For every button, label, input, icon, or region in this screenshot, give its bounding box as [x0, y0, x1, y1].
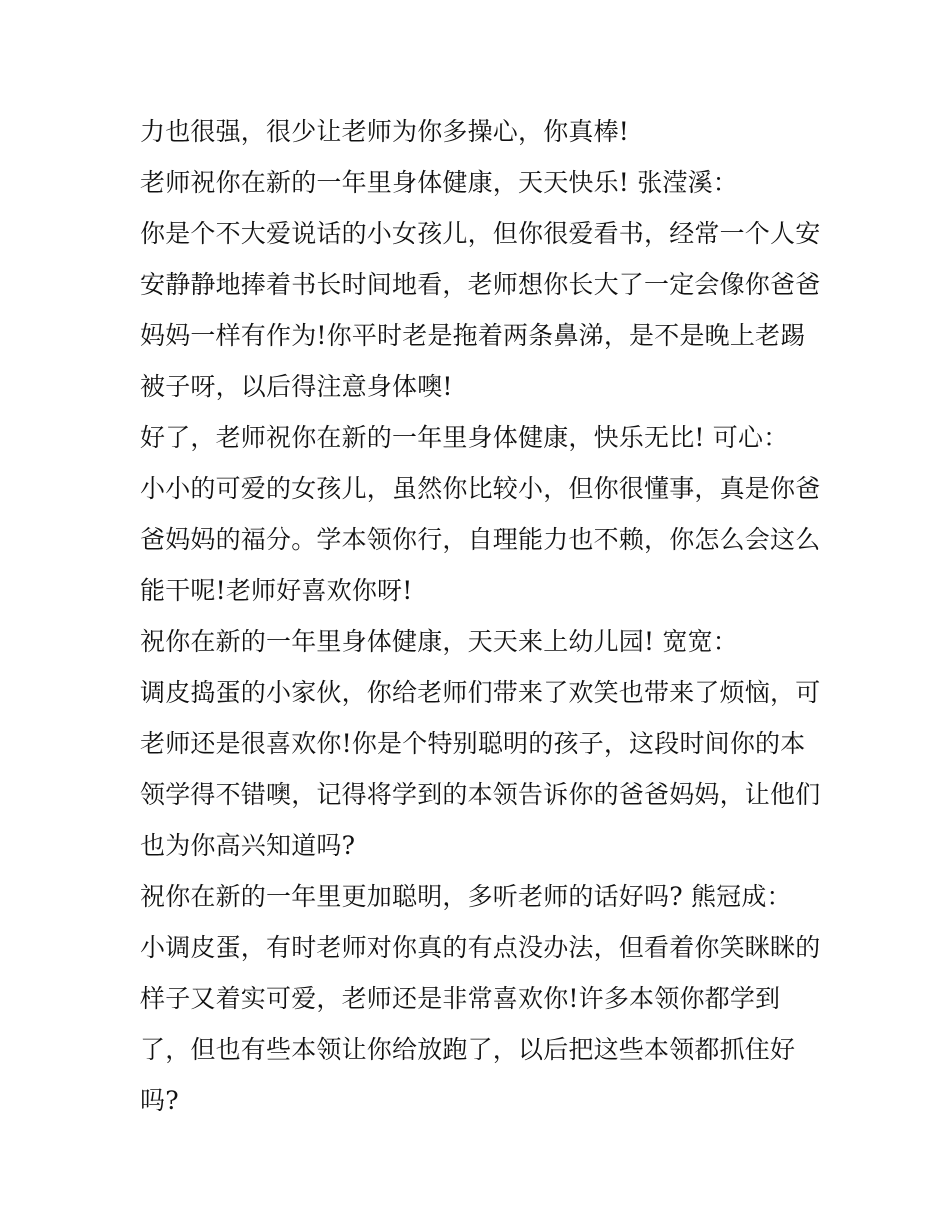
text-line: 好了，老师祝你在新的一年里身体健康，快乐无比! 可心： [140, 423, 789, 452]
text-line: 了，但也有些本领让你给放跑了，以后把这些本领都抓住好 [140, 1035, 796, 1064]
text-line: 爸妈妈的福分。学本领你行，自理能力也不赖，你怎么会这么 [140, 525, 821, 554]
text-line: 吗? [140, 1086, 179, 1115]
text-line: 也为你高兴知道吗? [140, 831, 356, 860]
text-line: 小调皮蛋，有时老师对你真的有点没办法，但看着你笑眯眯的 [140, 933, 821, 962]
text-line: 小小的可爱的女孩儿，虽然你比较小，但你很懂事，真是你爸 [140, 474, 821, 503]
text-line: 老师祝你在新的一年里身体健康，天天快乐! 张滢溪： [140, 168, 738, 197]
document-body [140, 106, 830, 1126]
text-line: 调皮捣蛋的小家伙，你给老师们带来了欢笑也带来了烦恼，可 [140, 678, 821, 707]
text-line: 能干呢!老师好喜欢你呀! [140, 576, 413, 605]
text-line: 祝你在新的一年里更加聪明，多听老师的话好吗? 熊冠成： [140, 882, 792, 911]
text-line: 老师还是很喜欢你!你是个特别聪明的孩子，这段时间你的本 [140, 729, 806, 758]
text-line: 妈妈一样有作为!你平时老是拖着两条鼻涕，是不是晚上老踢 [140, 321, 806, 350]
text-line: 力也很强，很少让老师为你多操心，你真棒! [140, 117, 630, 146]
text-line: 样子又着实可爱，老师还是非常喜欢你!许多本领你都学到 [140, 984, 781, 1013]
text-line: 安静静地捧着书长时间地看，老师想你长大了一定会像你爸爸 [140, 270, 821, 299]
text-line: 被子呀，以后得注意身体噢! [140, 372, 453, 401]
text-line: 你是个不大爱说话的小女孩儿，但你很爱看书，经常一个人安 [140, 219, 821, 248]
text-line: 领学得不错噢，记得将学到的本领告诉你的爸爸妈妈，让他们 [140, 780, 821, 809]
text-line: 祝你在新的一年里身体健康，天天来上幼儿园! 宽宽： [140, 627, 738, 656]
